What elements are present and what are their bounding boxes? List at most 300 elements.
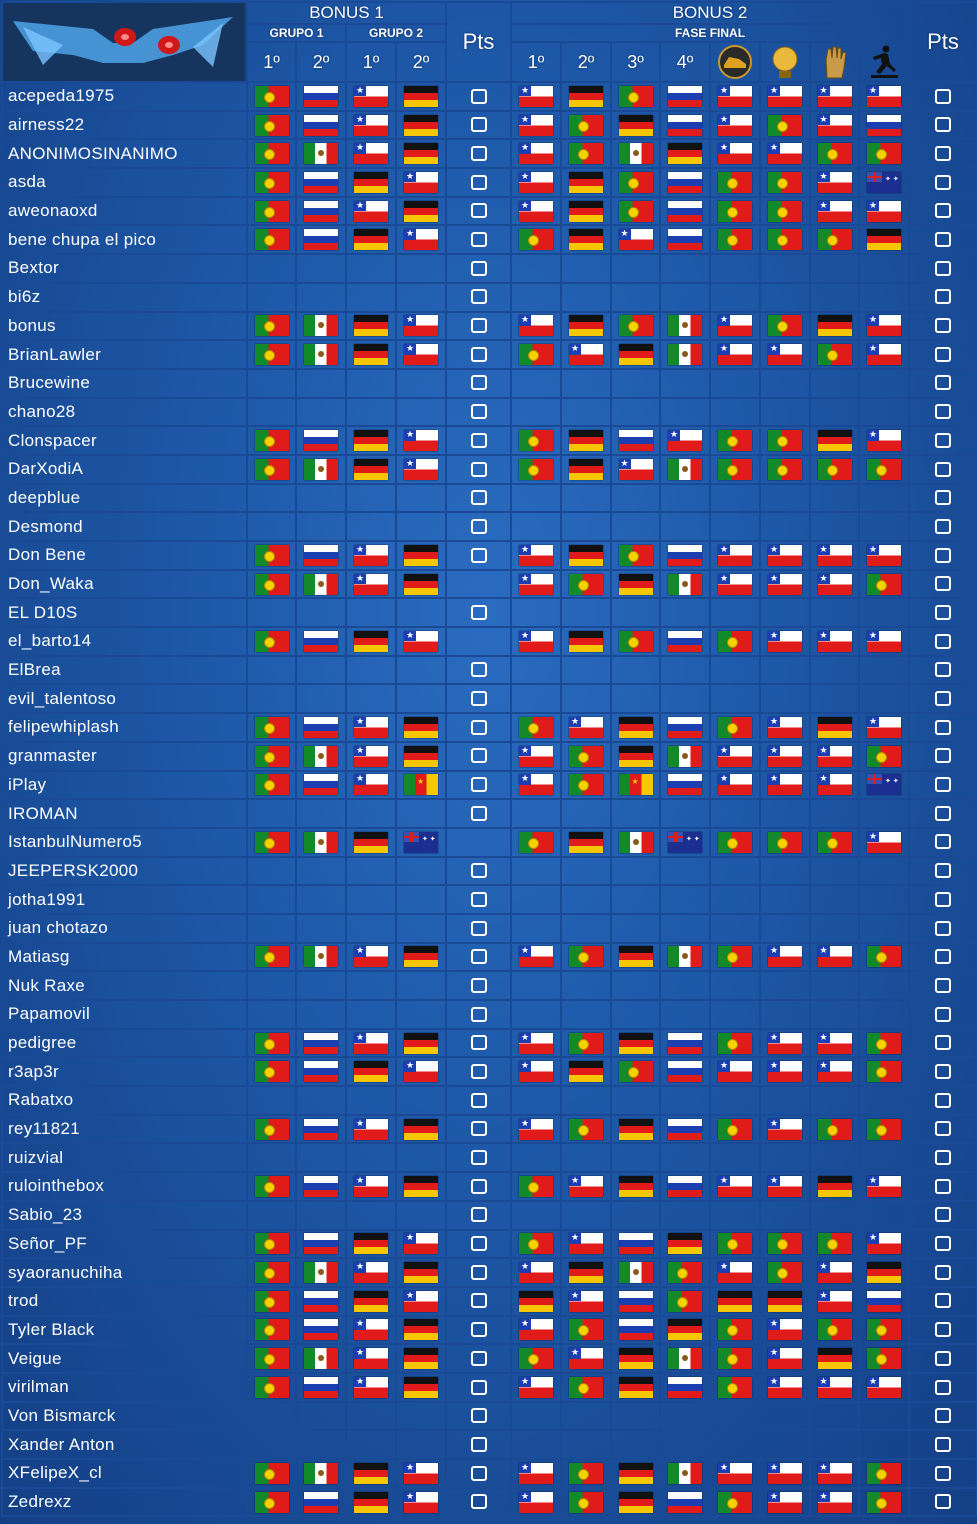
cam-flag-icon — [619, 774, 653, 795]
por-flag-icon — [619, 315, 653, 336]
chi-flag-icon — [818, 1377, 852, 1398]
bonus2-pick-5 — [710, 1057, 760, 1086]
rus-flag-icon — [304, 430, 338, 451]
bonus1-pick-2 — [296, 742, 346, 771]
bonus2-pick-6 — [760, 971, 810, 1000]
por-flag-icon — [255, 545, 289, 566]
ger-flag-icon — [404, 115, 438, 136]
rus-flag-icon — [304, 1119, 338, 1140]
bonus2-points — [909, 885, 977, 914]
chi-flag-icon — [519, 315, 553, 336]
bonus2-pick-4 — [660, 1373, 710, 1402]
bonus1-points — [446, 627, 511, 656]
zero-points-icon — [471, 949, 487, 964]
bonus2-pick-2 — [561, 283, 611, 312]
chi-flag-icon — [354, 1377, 388, 1398]
bonus2-pick-5 — [710, 197, 760, 226]
bonus2-points — [909, 1488, 977, 1517]
table-row — [2, 225, 977, 254]
bonus1-pick-4 — [396, 1230, 446, 1259]
chi-flag-icon — [404, 1233, 438, 1254]
por-flag-icon — [718, 717, 752, 738]
mex-flag-icon — [304, 1262, 338, 1283]
bonus1-pick-3 — [346, 914, 396, 943]
bonus1-points — [446, 1488, 511, 1517]
por-flag-icon — [519, 344, 553, 365]
player-name: Bextor — [2, 254, 247, 283]
bonus2-pick-8 — [859, 656, 909, 685]
zero-points-icon — [935, 1236, 951, 1251]
por-flag-icon — [255, 201, 289, 222]
por-flag-icon — [867, 459, 901, 480]
bonus2-pick-1 — [511, 857, 561, 886]
bonus2-pick-6 — [760, 340, 810, 369]
bonus2-points — [909, 742, 977, 771]
bonus1-pick-4 — [396, 1029, 446, 1058]
table-row — [2, 398, 977, 427]
chi-flag-icon — [867, 344, 901, 365]
bonus2-pick-3 — [611, 971, 660, 1000]
bonus2-pick-7 — [810, 914, 859, 943]
golden-shoe-icon — [715, 45, 755, 79]
bonus1-pick-4 — [396, 197, 446, 226]
ger-flag-icon — [354, 1463, 388, 1484]
por-flag-icon — [718, 1233, 752, 1254]
ger-flag-icon — [619, 344, 653, 365]
chi-flag-icon — [569, 1348, 603, 1369]
zero-points-icon — [471, 175, 487, 190]
por-flag-icon — [255, 143, 289, 164]
por-flag-icon — [569, 1119, 603, 1140]
bonus2-pick-4 — [660, 1316, 710, 1345]
zero-points-icon — [935, 1351, 951, 1366]
por-flag-icon — [718, 201, 752, 222]
bonus2-pick-2 — [561, 828, 611, 857]
mex-flag-icon — [304, 1463, 338, 1484]
chi-flag-icon — [818, 774, 852, 795]
bonus1-pick-4 — [396, 484, 446, 513]
bonus1-pick-2 — [296, 885, 346, 914]
player-name: felipewhiplash — [2, 713, 247, 742]
table-row — [2, 369, 977, 398]
bonus2-pick-5 — [710, 426, 760, 455]
ger-flag-icon — [519, 1291, 553, 1312]
bonus2-pick-1 — [511, 656, 561, 685]
bonus1-pick-1 — [247, 1000, 296, 1029]
bonus1-pick-1 — [247, 1402, 296, 1431]
player-name: granmaster — [2, 742, 247, 771]
bonus2-pick-5 — [710, 1316, 760, 1345]
chi-flag-icon — [404, 344, 438, 365]
zero-points-icon — [935, 1035, 951, 1050]
rus-flag-icon — [668, 774, 702, 795]
chi-flag-icon — [867, 86, 901, 107]
bonus1-points — [446, 139, 511, 168]
zero-points-icon — [471, 1236, 487, 1251]
player-name: Señor_PF — [2, 1230, 247, 1259]
bonus2-pick-7 — [810, 1172, 859, 1201]
chi-flag-icon — [354, 574, 388, 595]
zero-points-icon — [471, 1466, 487, 1481]
bonus2-pick-3 — [611, 885, 660, 914]
bonus2-pick-2 — [561, 1402, 611, 1431]
bonus2-pick-5 — [710, 1143, 760, 1172]
bonus2-points — [909, 1172, 977, 1201]
chi-flag-icon — [768, 1463, 802, 1484]
bonus2-pick-5 — [710, 312, 760, 341]
zero-points-icon — [935, 289, 951, 304]
player-name: pedigree — [2, 1029, 247, 1058]
bonus2-pick-3 — [611, 713, 660, 742]
bonus2-pick-3 — [611, 1201, 660, 1230]
bonus2-pick-8 — [859, 1344, 909, 1373]
rus-flag-icon — [304, 1319, 338, 1340]
bonus1-pick-3 — [346, 139, 396, 168]
bonus1-pick-3 — [346, 168, 396, 197]
chi-flag-icon — [354, 1348, 388, 1369]
bonus1-pick-4 — [396, 943, 446, 972]
por-flag-icon — [718, 229, 752, 250]
bonus2-points — [909, 340, 977, 369]
bonus1-pick-4 — [396, 857, 446, 886]
chi-flag-icon — [718, 545, 752, 566]
bonus2-pick-8 — [859, 598, 909, 627]
bonus2-pick-4 — [660, 168, 710, 197]
bonus2-pick-2 — [561, 512, 611, 541]
bonus2-pick-1 — [511, 1201, 561, 1230]
player-name: acepeda1975 — [2, 82, 247, 111]
por-flag-icon — [718, 1492, 752, 1513]
bonus2-points — [909, 1459, 977, 1488]
bonus1-pick-3 — [346, 1316, 396, 1345]
bonus2-pick-4 — [660, 627, 710, 656]
mex-flag-icon — [668, 574, 702, 595]
zero-points-icon — [935, 462, 951, 477]
chi-flag-icon — [519, 631, 553, 652]
bonus2-pick-8 — [859, 197, 909, 226]
chi-flag-icon — [768, 774, 802, 795]
bonus1-pick-4 — [396, 1287, 446, 1316]
table-row — [2, 1057, 977, 1086]
bonus2-pick-6 — [760, 885, 810, 914]
table-row — [2, 713, 977, 742]
bonus2-pick-3 — [611, 369, 660, 398]
ger-flag-icon — [619, 946, 653, 967]
bonus1-pick-1 — [247, 1459, 296, 1488]
bonus1-pick-1 — [247, 971, 296, 1000]
bonus2-pick-4 — [660, 1086, 710, 1115]
bonus2-pick-5 — [710, 1488, 760, 1517]
bonus1-pick-3 — [346, 742, 396, 771]
bonus2-pick-6 — [760, 627, 810, 656]
bonus2-pick-6 — [760, 312, 810, 341]
table-row — [2, 168, 977, 197]
bonus1-pick-4 — [396, 111, 446, 140]
bonus2-pick-5 — [710, 512, 760, 541]
bonus2-pick-5 — [710, 570, 760, 599]
por-flag-icon — [255, 746, 289, 767]
bonus2-points — [909, 283, 977, 312]
bonus2-pick-1 — [511, 799, 561, 828]
ger-flag-icon — [569, 459, 603, 480]
bonus2-pick-3 — [611, 1488, 660, 1517]
ger-flag-icon — [619, 1348, 653, 1369]
bonus2-pick-2 — [561, 713, 611, 742]
player-name: Rabatxo — [2, 1086, 247, 1115]
bonus2-pick-2 — [561, 943, 611, 972]
bonus2-pick-5 — [710, 168, 760, 197]
bonus2-pick-8 — [859, 541, 909, 570]
chi-flag-icon — [818, 86, 852, 107]
ff-pos2: 2º — [561, 42, 611, 82]
bonus2-pick-4 — [660, 1344, 710, 1373]
bonus2-pick-1 — [511, 1000, 561, 1029]
zero-points-icon — [471, 1121, 487, 1136]
chi-flag-icon — [519, 86, 553, 107]
chi-flag-icon — [768, 1033, 802, 1054]
rus-flag-icon — [867, 1291, 901, 1312]
bonus1-pick-3 — [346, 943, 396, 972]
bonus1-pick-3 — [346, 828, 396, 857]
bonus1-pick-1 — [247, 1086, 296, 1115]
por-flag-icon — [255, 1291, 289, 1312]
bonus2-pick-3 — [611, 254, 660, 283]
chi-flag-icon — [519, 1463, 553, 1484]
bonus1-pick-3 — [346, 197, 396, 226]
bonus2-pick-1 — [511, 1086, 561, 1115]
bonus2-pick-7 — [810, 82, 859, 111]
ger-flag-icon — [354, 459, 388, 480]
bonus1-pick-3 — [346, 1172, 396, 1201]
table-row — [2, 1172, 977, 1201]
player-name: Nuk Raxe — [2, 971, 247, 1000]
chi-flag-icon — [818, 1463, 852, 1484]
bonus2-pick-6 — [760, 684, 810, 713]
bonus1-points — [446, 1201, 511, 1230]
zero-points-icon — [471, 1437, 487, 1452]
bonus1-pick-3 — [346, 1086, 396, 1115]
rus-flag-icon — [668, 229, 702, 250]
bonus2-points — [909, 1230, 977, 1259]
por-flag-icon — [255, 1348, 289, 1369]
bonus2-pick-6 — [760, 1115, 810, 1144]
ff-pos1: 1º — [511, 42, 561, 82]
zero-points-icon — [471, 921, 487, 936]
table-row — [2, 656, 977, 685]
table-row — [2, 771, 977, 800]
bonus2-pick-3 — [611, 570, 660, 599]
bonus1-pick-2 — [296, 168, 346, 197]
bonus2-pick-6 — [760, 168, 810, 197]
rus-flag-icon — [304, 545, 338, 566]
player-name: Don_Waka — [2, 570, 247, 599]
bonus2-pick-3 — [611, 1373, 660, 1402]
bonus2-pick-6 — [760, 1344, 810, 1373]
bonus1-pick-4 — [396, 1402, 446, 1431]
chi-flag-icon — [768, 746, 802, 767]
bonus1-pick-4 — [396, 713, 446, 742]
bonus1-points — [446, 512, 511, 541]
zero-points-icon — [471, 462, 487, 477]
bonus1-points — [446, 1057, 511, 1086]
chi-flag-icon — [404, 1463, 438, 1484]
chi-flag-icon — [569, 1233, 603, 1254]
bonus1-points — [446, 1344, 511, 1373]
bonus2-pick-2 — [561, 799, 611, 828]
mex-flag-icon — [619, 143, 653, 164]
zero-points-icon — [935, 1408, 951, 1423]
player-name: ElBrea — [2, 656, 247, 685]
bonus2-pick-5 — [710, 455, 760, 484]
bonus2-pick-4 — [660, 1115, 710, 1144]
bonus2-pick-5 — [710, 713, 760, 742]
player-name: aweonaoxd — [2, 197, 247, 226]
bonus2-points — [909, 943, 977, 972]
zero-points-icon — [935, 203, 951, 218]
bonus2-pick-8 — [859, 771, 909, 800]
chi-flag-icon — [718, 315, 752, 336]
bonus2-pick-8 — [859, 914, 909, 943]
bonus2-pick-7 — [810, 1344, 859, 1373]
zero-points-icon — [935, 1293, 951, 1308]
por-flag-icon — [619, 1061, 653, 1082]
bonus2-pick-6 — [760, 1287, 810, 1316]
chi-flag-icon — [768, 946, 802, 967]
bonus2-pick-8 — [859, 1430, 909, 1459]
zero-points-icon — [935, 863, 951, 878]
bonus1-pick-1 — [247, 1172, 296, 1201]
zero-points-icon — [471, 806, 487, 821]
por-flag-icon — [255, 172, 289, 193]
bonus2-pick-5 — [710, 139, 760, 168]
zero-points-icon — [935, 1265, 951, 1280]
bonus2-pick-3 — [611, 225, 660, 254]
zero-points-icon — [471, 1064, 487, 1079]
table-row — [2, 943, 977, 972]
player-name: rey11821 — [2, 1115, 247, 1144]
bonus2-pick-5 — [710, 799, 760, 828]
chi-flag-icon — [768, 1061, 802, 1082]
zero-points-icon — [471, 404, 487, 419]
bonus2-pick-2 — [561, 1430, 611, 1459]
chi-flag-icon — [519, 201, 553, 222]
bonus1-pick-1 — [247, 771, 296, 800]
bonus1-pick-4 — [396, 656, 446, 685]
zero-points-icon — [471, 203, 487, 218]
bonus2-pick-1 — [511, 340, 561, 369]
bonus2-pick-5 — [710, 885, 760, 914]
bonus2-pick-1 — [511, 426, 561, 455]
bonus2-pick-1 — [511, 1029, 561, 1058]
chi-flag-icon — [354, 1119, 388, 1140]
grupo1-title: GRUPO 1 — [247, 24, 346, 42]
bonus1-pick-2 — [296, 828, 346, 857]
bonus2-pick-7 — [810, 742, 859, 771]
bonus2-pick-4 — [660, 139, 710, 168]
bonus2-pick-4 — [660, 1172, 710, 1201]
ger-flag-icon — [668, 1233, 702, 1254]
por-flag-icon — [867, 574, 901, 595]
bonus2-pick-3 — [611, 398, 660, 427]
bonus2-pick-1 — [511, 225, 561, 254]
table-row — [2, 1258, 977, 1287]
bonus2-pick-7 — [810, 283, 859, 312]
table-row — [2, 1086, 977, 1115]
aus-flag-icon — [668, 832, 702, 853]
zero-points-icon — [471, 1293, 487, 1308]
bonus2-pick-2 — [561, 1172, 611, 1201]
bonus2-pick-4 — [660, 426, 710, 455]
table-row — [2, 1344, 977, 1373]
mex-flag-icon — [304, 832, 338, 853]
ger-flag-icon — [354, 1492, 388, 1513]
grupo2-title: GRUPO 2 — [346, 24, 446, 42]
player-name: Clonspacer — [2, 426, 247, 455]
chi-flag-icon — [519, 946, 553, 967]
bonus2-pick-7 — [810, 799, 859, 828]
golden-ball-icon — [768, 44, 802, 80]
player-name: Sabio_23 — [2, 1201, 247, 1230]
table-row — [2, 914, 977, 943]
bonus2-pick-2 — [561, 369, 611, 398]
rus-flag-icon — [619, 1233, 653, 1254]
zero-points-icon — [935, 720, 951, 735]
bonus2-pick-5 — [710, 771, 760, 800]
bonus1-pick-2 — [296, 197, 346, 226]
por-flag-icon — [255, 115, 289, 136]
bonus2-pick-8 — [859, 971, 909, 1000]
bonus1-pick-2 — [296, 139, 346, 168]
chi-flag-icon — [354, 774, 388, 795]
zero-points-icon — [935, 921, 951, 936]
player-name: jotha1991 — [2, 885, 247, 914]
bonus1-pick-1 — [247, 1029, 296, 1058]
zero-points-icon — [471, 863, 487, 878]
bonus1-pick-2 — [296, 1172, 346, 1201]
ger-flag-icon — [404, 1119, 438, 1140]
bonus2-pick-4 — [660, 484, 710, 513]
ger-flag-icon — [404, 1377, 438, 1398]
mex-flag-icon — [668, 746, 702, 767]
bonus2-pick-6 — [760, 656, 810, 685]
bonus2-pick-1 — [511, 971, 561, 1000]
chi-flag-icon — [519, 574, 553, 595]
bonus1-pick-2 — [296, 1029, 346, 1058]
chi-flag-icon — [867, 430, 901, 451]
bonus2-points — [909, 1000, 977, 1029]
bonus1-pick-4 — [396, 1316, 446, 1345]
por-flag-icon — [768, 201, 802, 222]
chi-flag-icon — [867, 545, 901, 566]
bonus2-pick-2 — [561, 570, 611, 599]
ger-flag-icon — [569, 1262, 603, 1283]
ger-flag-icon — [569, 631, 603, 652]
bonus1-pick-4 — [396, 971, 446, 1000]
por-flag-icon — [569, 115, 603, 136]
bonus1-pick-1 — [247, 82, 296, 111]
bonus2-pick-3 — [611, 1029, 660, 1058]
chi-flag-icon — [718, 344, 752, 365]
zero-points-icon — [471, 1351, 487, 1366]
bonus1-pick-4 — [396, 455, 446, 484]
bonus2-points — [909, 1057, 977, 1086]
zero-points-icon — [935, 978, 951, 993]
por-flag-icon — [718, 631, 752, 652]
rus-flag-icon — [304, 229, 338, 250]
por-flag-icon — [818, 459, 852, 480]
bonus2-pick-2 — [561, 1488, 611, 1517]
bonus2-points — [909, 1373, 977, 1402]
